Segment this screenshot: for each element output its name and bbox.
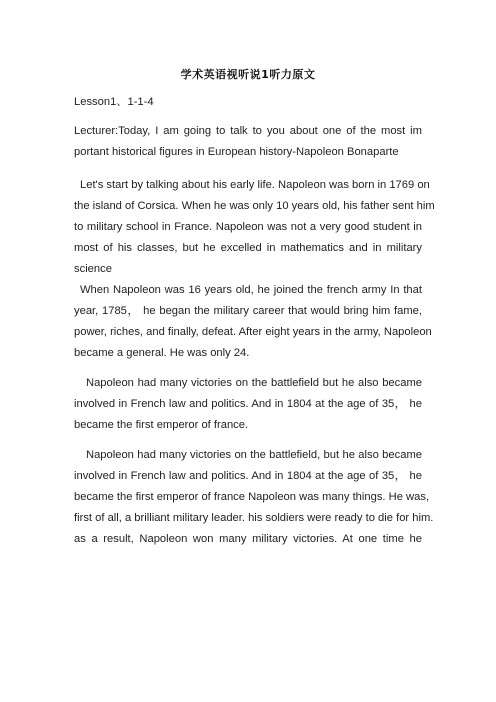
text-line: When Napoleon was 16 years old, he joined the french army In that bbox=[80, 284, 422, 296]
text-line: became the first emperor of france Napoleon was many things. He was, bbox=[74, 491, 430, 503]
text-line: involved in French law and politics. And in 1804 at the age of 35， he bbox=[74, 398, 422, 410]
text-line: science bbox=[74, 263, 112, 275]
text-line: as a result, Napoleon won many military victories. At one time he bbox=[74, 533, 422, 545]
text-line: became a general. He was only 24. bbox=[74, 347, 250, 359]
text-line: year, 1785， he began the military career that would bring him fame, bbox=[74, 305, 422, 317]
text-line: the island of Corsica. When he was only 10 years old, his father sent him bbox=[74, 200, 435, 212]
text-line: first of all, a brilliant military leader. his soldiers were ready to die for him. bbox=[74, 512, 434, 524]
lesson-heading: Lesson1、1-1-4 bbox=[74, 96, 154, 108]
text-line: Napoleon had many victories on the battlefield, but he also became bbox=[86, 449, 422, 461]
page-title: 学术英语视听说1听力原文 bbox=[180, 68, 316, 81]
text-line: became the first emperor of france. bbox=[74, 419, 249, 431]
text-line: involved in French law and politics. And in 1804 at the age of 35， he bbox=[74, 470, 422, 482]
text-line: Napoleon had many victories on the battlefield but he also became bbox=[86, 377, 422, 389]
text-line: power, riches, and finally, defeat. After eight years in the army, Napoleon bbox=[74, 326, 432, 338]
text-line: portant historical figures in European history-Napoleon Bonaparte bbox=[74, 146, 399, 158]
text-line: most of his classes, but he excelled in mathematics and in military bbox=[74, 242, 422, 254]
text-line: to military school in France. Napoleon was not a very good student in bbox=[74, 221, 422, 233]
text-line: Lecturer:Today, I am going to talk to you about one of the most im bbox=[74, 125, 422, 137]
text-line: Let's start by talking about his early life. Napoleon was born in 1769 on bbox=[80, 179, 430, 191]
